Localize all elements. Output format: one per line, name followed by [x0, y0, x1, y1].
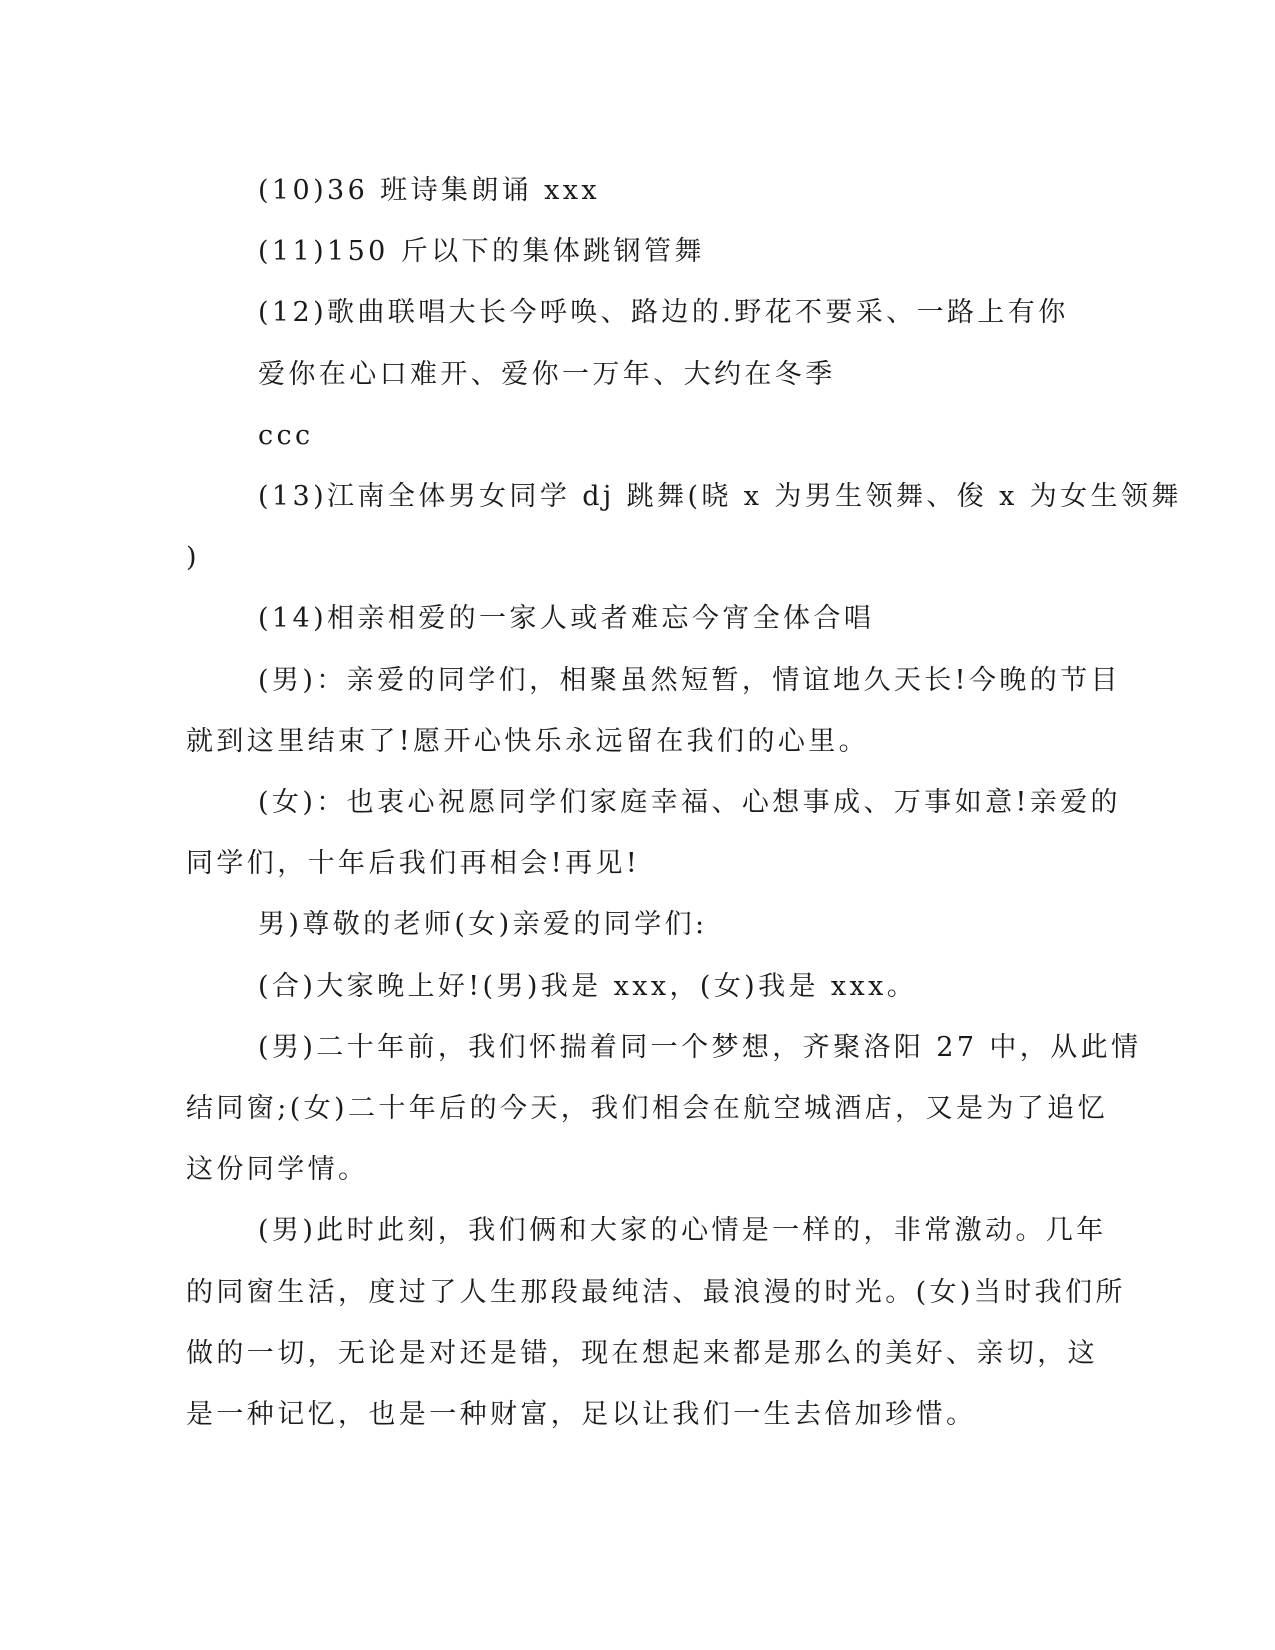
text-line: 结同窗;(女)二十年后的今天，我们相会在航空城酒店，又是为了追忆	[186, 1093, 1108, 1125]
text-line: (10)36 班诗集朗诵 xxx	[258, 175, 601, 206]
text-line: (12)歌曲联唱大长今呼唤、路边的.野花不要采、一路上有你	[258, 297, 1069, 329]
text-line: 是一种记忆，也是一种财富，足以让我们一生去倍加珍惜。	[186, 1399, 977, 1431]
text-line: 男)尊敬的老师(女)亲爱的同学们:	[258, 909, 708, 941]
text-line: (14)相亲相爱的一家人或者难忘今宵全体合唱	[258, 603, 875, 635]
text-line: (合)大家晚上好!(男)我是 xxx，(女)我是 xxx。	[258, 970, 918, 1002]
text-line: (男)此时此刻，我们俩和大家的心情是一样的，非常激动。几年	[258, 1215, 1107, 1247]
text-line: 这份同学情。	[186, 1154, 369, 1186]
text-line: (女)：也衷心祝愿同学们家庭幸福、心想事成、万事如意!亲爱的	[258, 787, 1121, 819]
text-line: 爱你在心口难开、爱你一万年、大约在冬季	[258, 358, 836, 390]
text-line: ccc	[258, 419, 314, 451]
text-line: 同学们，十年后我们再相会!再见!	[186, 848, 641, 880]
document-body	[186, 160, 1182, 1445]
text-line: (男)二十年前，我们怀揣着同一个梦想，齐聚洛阳 27 中，从此情	[258, 1031, 1142, 1063]
text-line: )	[186, 542, 200, 574]
text-line: 的同窗生活，度过了人生那段最纯洁、最浪漫的时光。(女)当时我们所	[186, 1276, 1126, 1308]
text-line: 做的一切，无论是对还是错，现在想起来都是那么的美好、亲切，这	[186, 1337, 1098, 1369]
text-line: (男)：亲爱的同学们，相聚虽然短暂，情谊地久天长!今晚的节目	[258, 664, 1121, 696]
text-line: (11)150 斤以下的集体跳钢管舞	[258, 236, 705, 268]
text-line: (13)江南全体男女同学 dj 跳舞(晓 x 为男生领舞、俊 x 为女生领舞	[258, 481, 1182, 513]
text-line: 就到这里结束了!愿开心快乐永远留在我们的心里。	[186, 725, 870, 757]
